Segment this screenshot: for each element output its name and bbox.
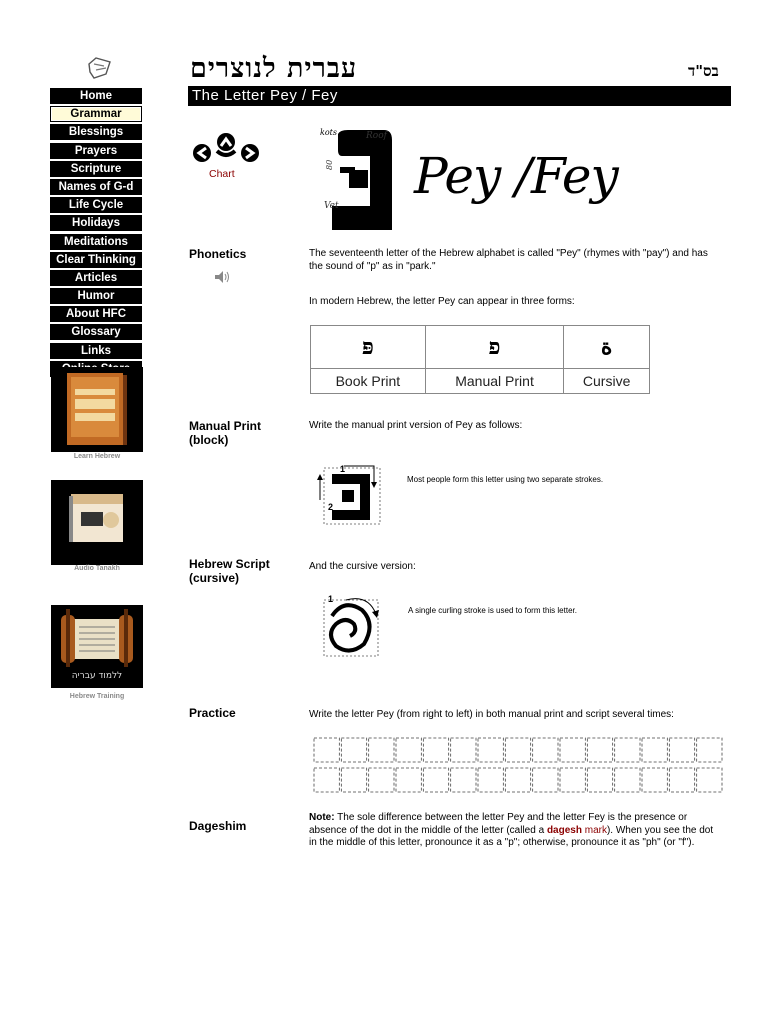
letter-navigation-arrows[interactable]: [190, 131, 262, 165]
nav-item-home[interactable]: Home: [50, 88, 142, 104]
nav-item-scripture[interactable]: Scripture: [50, 161, 142, 177]
letter-pey-diagram-icon: [318, 126, 398, 236]
nav-item-articles[interactable]: Articles: [50, 270, 142, 286]
practice-cell[interactable]: [560, 768, 585, 792]
kots-label: kots: [320, 128, 337, 137]
cursive-stroke-1-num: 1: [328, 594, 334, 604]
promo-art-text: ללמוד עבריה: [71, 671, 123, 681]
stroke-2-num: 2: [328, 502, 334, 512]
page-title: The Letter Pey / Fey: [188, 86, 731, 106]
dvd-case-icon: [51, 480, 143, 565]
practice-cell[interactable]: [642, 768, 667, 792]
up-arrow-icon[interactable]: [217, 133, 235, 155]
dagesh-link[interactable]: dagesh: [546, 824, 582, 836]
form-label: Cursive: [564, 369, 650, 394]
manual-print-intro: Write the manual print version of Pey as follows:: [309, 420, 523, 431]
practice-cell[interactable]: [314, 768, 339, 792]
nav-item-meditations[interactable]: Meditations: [50, 234, 142, 250]
nav-item-about-hfc[interactable]: About HFC: [50, 306, 142, 322]
letter-forms-table: [310, 325, 650, 394]
practice-cell[interactable]: [505, 768, 530, 792]
main-nav: [50, 88, 142, 379]
practice-cell[interactable]: [587, 738, 612, 762]
nav-item-glossary[interactable]: Glossary: [50, 324, 142, 340]
practice-cell[interactable]: [478, 738, 503, 762]
manual-print-heading: Manual Print (block): [189, 419, 262, 447]
promo-audio-tanakh-caption: Audio Tanakh: [74, 565, 120, 572]
practice-cell[interactable]: [314, 738, 339, 762]
site-brand-hebrew[interactable]: עברית לנוצרים: [190, 53, 358, 84]
num-label: 80: [325, 159, 334, 170]
practice-cell[interactable]: [478, 768, 503, 792]
cursive-glyph: ة: [564, 326, 650, 369]
manual-print-note: Most people form this letter using two separate strokes.: [407, 475, 604, 484]
practice-cell[interactable]: [423, 768, 448, 792]
book-cover-icon: [51, 367, 143, 452]
practice-cell[interactable]: [341, 768, 366, 792]
practice-cell[interactable]: [423, 738, 448, 762]
practice-cell[interactable]: [451, 738, 476, 762]
practice-cell[interactable]: [369, 768, 394, 792]
hebrew-script-heading: Hebrew Script (cursive): [189, 557, 270, 585]
note-label: Note:: [309, 812, 335, 823]
nav-item-life-cycle[interactable]: Life Cycle: [50, 197, 142, 213]
phonetics-heading: Phonetics: [189, 247, 247, 261]
prev-arrow-icon[interactable]: [193, 144, 211, 162]
cursive-stroke-diagram-icon: [320, 592, 382, 658]
practice-cell[interactable]: [396, 738, 421, 762]
dageshim-text-b: ). When you see the dot in the middle of this letter, pronounce it as a "p"; otherwise, pronounce it as "ph" (or "f").: [309, 824, 714, 848]
practice-cell[interactable]: [697, 738, 722, 762]
form-label: Book Print: [311, 369, 426, 394]
nav-item-grammar[interactable]: Grammar: [50, 106, 142, 122]
stroke-1-num: 1: [340, 464, 346, 474]
form-label: Manual Print: [425, 369, 564, 394]
nav-item-clear-thinking[interactable]: Clear Thinking: [50, 252, 142, 268]
hebrew-script-note: A single curling stroke is used to form this letter.: [408, 606, 577, 615]
promo-learn-hebrew[interactable]: [51, 367, 143, 452]
practice-cell[interactable]: [396, 768, 421, 792]
nav-item-blessings[interactable]: Blessings: [50, 124, 142, 140]
mark-link[interactable]: mark: [584, 824, 607, 836]
manual-stroke-diagram-icon: [314, 462, 382, 526]
practice-cell[interactable]: [587, 768, 612, 792]
practice-cell[interactable]: [451, 768, 476, 792]
practice-cell[interactable]: [341, 738, 366, 762]
dageshim-text-a: The sole difference between the letter Pey and the letter Fey is the presence or absence of the dot in the middle of the letter (called a: [309, 812, 688, 836]
promo-audio-tanakh[interactable]: [51, 480, 143, 565]
dageshim-heading: Dageshim: [189, 819, 247, 833]
practice-text: Write the letter Pey (from right to left) in both manual print and script several times:: [309, 709, 674, 720]
site-logo-icon[interactable]: [86, 54, 114, 82]
nav-item-names-of-g-d[interactable]: Names of G-d: [50, 179, 142, 195]
manual-print-glyph: פ: [425, 326, 564, 369]
practice-cell[interactable]: [669, 738, 694, 762]
roof-label: Roof: [366, 131, 387, 141]
practice-cell[interactable]: [533, 738, 558, 762]
practice-heading: Practice: [189, 706, 236, 720]
promo-learn-hebrew-caption: Learn Hebrew: [73, 453, 121, 460]
practice-cell[interactable]: [560, 738, 585, 762]
nav-item-links[interactable]: Links: [50, 343, 142, 359]
promo-hebrew-training[interactable]: [51, 605, 143, 688]
nav-item-holidays[interactable]: Holidays: [50, 215, 142, 231]
next-arrow-icon[interactable]: [241, 144, 259, 162]
practice-grid[interactable]: [313, 737, 723, 793]
practice-cell[interactable]: [533, 768, 558, 792]
dageshim-text: [309, 812, 719, 850]
practice-cell[interactable]: [505, 738, 530, 762]
speaker-icon[interactable]: [213, 270, 231, 284]
vet-label: Vet: [324, 201, 339, 211]
chart-link[interactable]: Chart: [209, 168, 235, 180]
book-print-glyph: פּ: [311, 326, 426, 369]
practice-cell[interactable]: [642, 738, 667, 762]
practice-cell[interactable]: [669, 768, 694, 792]
practice-cell[interactable]: [697, 768, 722, 792]
practice-cell[interactable]: [369, 738, 394, 762]
bsd-mark: בס"ד: [688, 62, 719, 80]
practice-cell[interactable]: [615, 738, 640, 762]
promo-hebrew-training-caption: Hebrew Training: [69, 693, 125, 700]
phonetics-text: The seventeenth letter of the Hebrew alphabet is called "Pey" (rhymes with "pay") and has the sound of "p" as in "park.": [309, 248, 708, 272]
hebrew-script-intro: And the cursive version:: [309, 561, 416, 572]
nav-item-humor[interactable]: Humor: [50, 288, 142, 304]
practice-cell[interactable]: [615, 768, 640, 792]
letter-name-title: Pey /Fey: [414, 147, 618, 205]
forms-intro-text: In modern Hebrew, the letter Pey can appear in three forms:: [309, 296, 575, 307]
nav-item-prayers[interactable]: Prayers: [50, 143, 142, 159]
